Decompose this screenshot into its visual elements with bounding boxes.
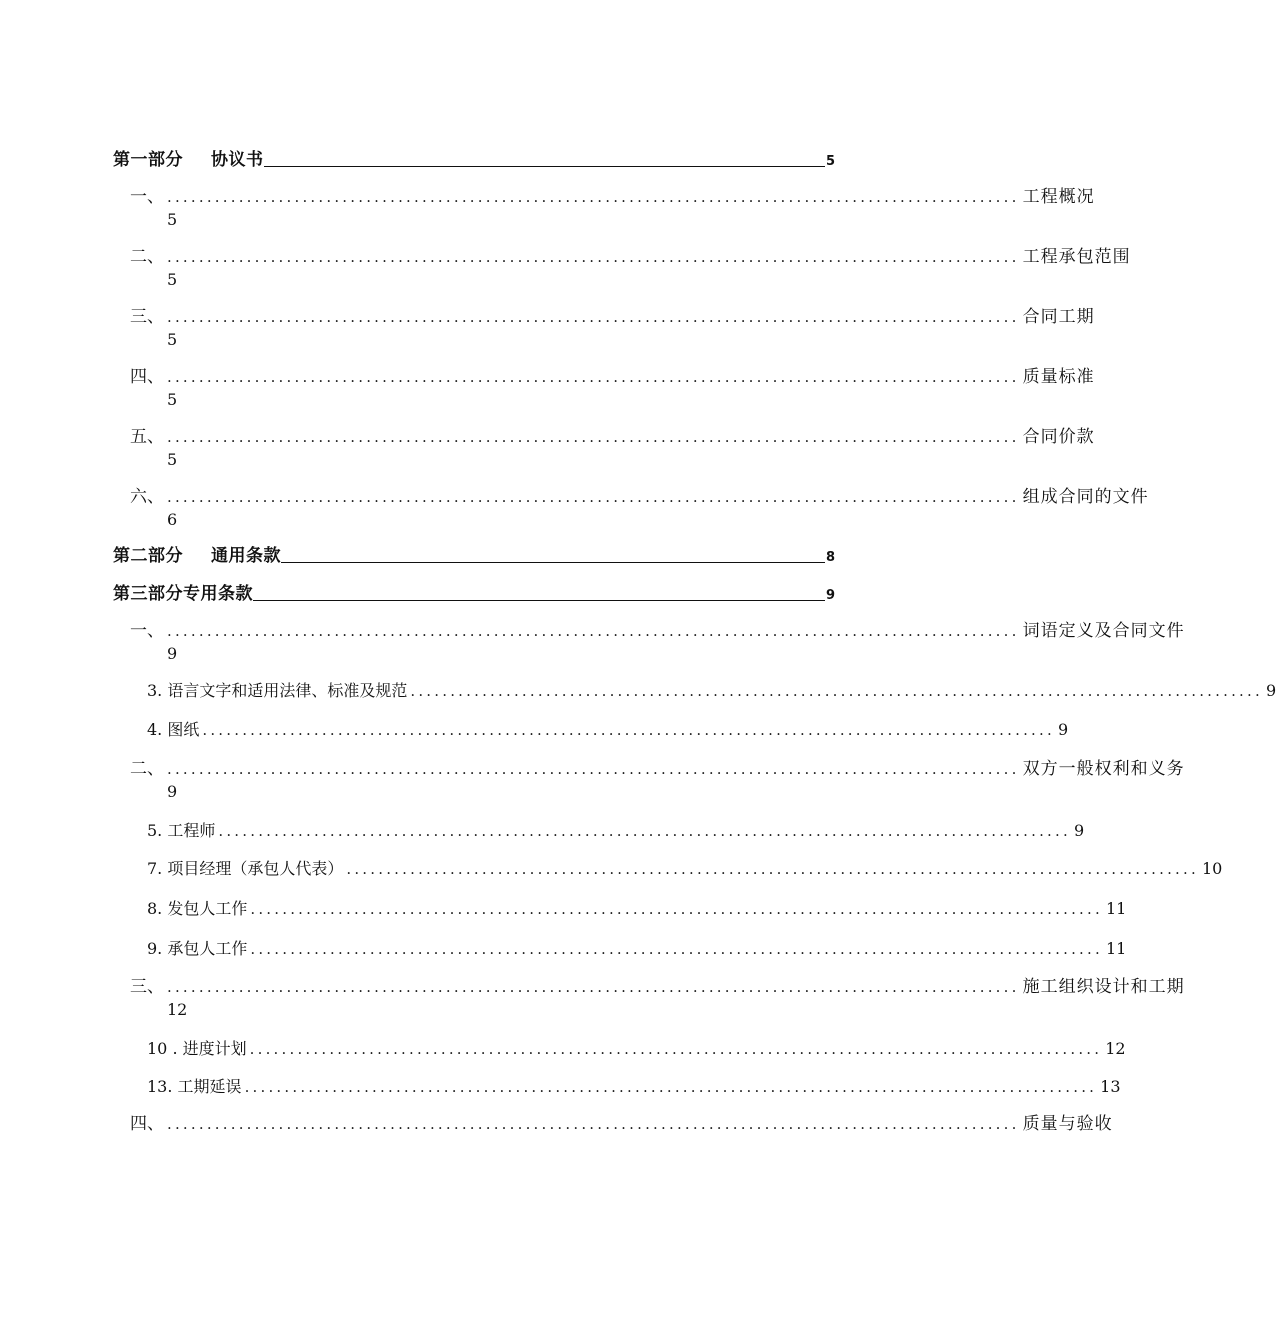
item-number: 4.	[147, 720, 163, 739]
page-number: 9	[1265, 681, 1276, 700]
item-number: 7.	[147, 859, 163, 878]
page-number: 9	[1073, 821, 1085, 840]
underline-leader	[253, 600, 825, 601]
item-title: 项目经理（承包人代表）	[167, 859, 344, 878]
section-title: 施工组织设计和工期	[1022, 977, 1185, 997]
page-number: 5	[167, 210, 178, 229]
dot-leader: ...........................................................................................................	[244, 1078, 1098, 1096]
page-number: 9	[167, 644, 178, 663]
toc-part-3[interactable]	[113, 582, 835, 606]
part-label: 第二部分	[113, 546, 183, 566]
dot-leader: ...........................................................................................................	[250, 940, 1103, 958]
page-number: 6	[167, 510, 178, 529]
toc-item-8[interactable]	[147, 897, 1127, 921]
dot-leader: ...........................................................................................................	[218, 822, 1071, 840]
page-number: 13	[1100, 1077, 1121, 1096]
item-title: 发包人工作	[167, 899, 248, 918]
dot-leader: ...........................................................................................................	[249, 1040, 1103, 1058]
page-number: 5	[167, 390, 178, 409]
section-title: 工程概况	[1022, 187, 1095, 207]
part-label: 第三部分专用条款	[113, 584, 253, 604]
item-number: 8.	[147, 899, 163, 918]
toc-item-4[interactable]	[147, 718, 1069, 742]
section-label: 二、	[130, 759, 164, 779]
section-label: 二、	[130, 247, 164, 267]
dot-leader: ...........................................................................................................	[410, 682, 1263, 700]
toc-section-1-1[interactable]	[130, 185, 1095, 209]
toc-item-9[interactable]	[147, 937, 1127, 961]
dot-leader: ...........................................................................................................	[167, 978, 1020, 996]
item-title: 进度计划	[182, 1039, 247, 1058]
part-title: 协议书	[211, 150, 264, 170]
item-number: 5.	[147, 821, 163, 840]
section-label: 五、	[130, 427, 164, 447]
page-number: 12	[1105, 1039, 1126, 1058]
underline-leader	[264, 166, 825, 167]
toc-item-10[interactable]	[147, 1037, 1126, 1061]
item-title: 工程师	[167, 821, 216, 840]
page-number: 11	[1105, 899, 1127, 918]
toc-section-3-3[interactable]	[130, 975, 1185, 999]
toc-section-3-1[interactable]	[130, 619, 1185, 643]
toc-section-3-4[interactable]	[130, 1112, 1113, 1136]
section-title: 质量标准	[1022, 367, 1095, 387]
dot-leader: ...........................................................................................................	[346, 860, 1199, 878]
toc-section-1-4[interactable]	[130, 365, 1095, 389]
item-title: 语言文字和适用法律、标准及规范	[167, 681, 408, 700]
section-label: 三、	[130, 977, 164, 997]
dot-leader: ...........................................................................................................	[167, 622, 1020, 640]
page-number: 11	[1105, 939, 1127, 958]
section-title: 组成合同的文件	[1022, 487, 1149, 507]
section-label: 四、	[130, 1114, 164, 1134]
dot-leader: ...........................................................................................................	[167, 1115, 1020, 1133]
page-number: 10	[1201, 859, 1223, 878]
underline-leader	[281, 562, 825, 563]
page-number: 9	[825, 588, 835, 603]
dot-leader: ...........................................................................................................	[167, 308, 1020, 326]
item-number: 9.	[147, 939, 163, 958]
section-title: 质量与验收	[1022, 1114, 1113, 1134]
part-title: 通用条款	[211, 546, 281, 566]
dot-leader: ...........................................................................................................	[167, 248, 1020, 266]
page-number: 12	[167, 1000, 188, 1019]
page-number: 5	[825, 154, 835, 169]
item-title: 工期延误	[177, 1077, 242, 1096]
dot-leader: ...........................................................................................................	[167, 488, 1020, 506]
dot-leader: ...........................................................................................................	[202, 721, 1055, 739]
dot-leader: ...........................................................................................................	[167, 188, 1020, 206]
toc-item-3[interactable]	[147, 679, 1276, 703]
page-number: 9	[1057, 720, 1069, 739]
section-title: 合同价款	[1022, 427, 1095, 447]
section-title: 合同工期	[1022, 307, 1095, 327]
section-label: 一、	[130, 187, 164, 207]
dot-leader: ...........................................................................................................	[250, 900, 1103, 918]
toc-item-5[interactable]	[147, 819, 1085, 843]
dot-leader: ...........................................................................................................	[167, 368, 1020, 386]
item-number: 10 .	[147, 1039, 178, 1058]
toc-section-1-3[interactable]	[130, 305, 1095, 329]
toc-item-7[interactable]	[147, 857, 1223, 881]
dot-leader: ...........................................................................................................	[167, 428, 1020, 446]
item-title: 图纸	[167, 720, 200, 739]
toc-section-3-2[interactable]	[130, 757, 1185, 781]
page-number: 5	[167, 450, 178, 469]
item-number: 13.	[147, 1077, 173, 1096]
toc-section-1-5[interactable]	[130, 425, 1095, 449]
page-number: 5	[167, 330, 178, 349]
toc-part-1[interactable]	[113, 148, 835, 172]
page-number: 8	[825, 550, 835, 565]
section-label: 六、	[130, 487, 164, 507]
dot-leader: ...........................................................................................................	[167, 760, 1020, 778]
toc-item-13[interactable]	[147, 1075, 1121, 1099]
section-title: 词语定义及合同文件	[1022, 621, 1185, 641]
section-label: 一、	[130, 621, 164, 641]
item-title: 承包人工作	[167, 939, 248, 958]
page-number: 5	[167, 270, 178, 289]
section-title: 工程承包范围	[1022, 247, 1131, 267]
section-label: 三、	[130, 307, 164, 327]
item-number: 3.	[147, 681, 163, 700]
toc-part-2[interactable]	[113, 544, 835, 568]
part-label: 第一部分	[113, 150, 183, 170]
section-label: 四、	[130, 367, 164, 387]
section-title: 双方一般权利和义务	[1022, 759, 1185, 779]
page-number: 9	[167, 782, 178, 801]
toc-section-1-6[interactable]	[130, 485, 1149, 509]
toc-section-1-2[interactable]	[130, 245, 1131, 269]
